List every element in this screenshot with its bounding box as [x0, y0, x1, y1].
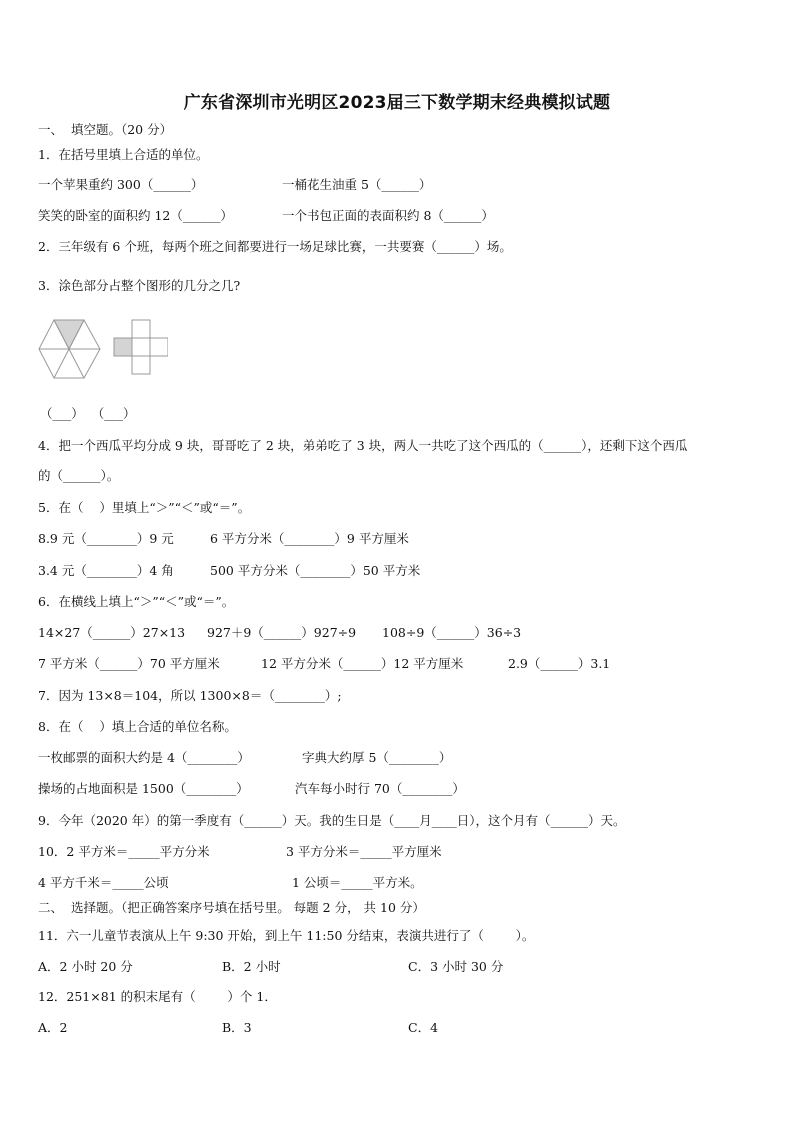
q2: 2．三年级有 6 个班，每两个班之间都要进行一场足球比赛，一共要赛（______）场。 — [38, 239, 512, 254]
q12-option-c: C．4 — [408, 1020, 439, 1035]
q8-a: 一枚邮票的面积大约是 4（________） — [38, 750, 250, 765]
section-2-heading: 二、 选择题。（把正确答案序号填在括号里。 每题 2 分， 共 10 分） — [38, 900, 425, 915]
q12-option-a: A．2 — [38, 1020, 68, 1035]
q10-b: 3 平方分米＝_____平方厘米 — [286, 844, 442, 859]
q1-c: 笑笑的卧室的面积约 12（______） — [38, 208, 233, 223]
q6-e: 12 平方分米（______）12 平方厘米 — [261, 656, 464, 671]
q11-option-b: B．2 小时 — [222, 959, 281, 974]
q8-c: 操场的占地面积是 1500（________） — [38, 781, 249, 796]
q6-b: 927＋9（______）927÷9 — [207, 625, 357, 640]
q10-d: 1 公顷＝_____平方米。 — [292, 875, 423, 890]
q3-stem: 3．涂色部分占整个图形的几分之几? — [38, 278, 241, 293]
q12-stem: 12．251×81 的积末尾有（ ）个 1． — [38, 989, 277, 1004]
q5-d: 500 平方分米（________）50 平方米 — [210, 563, 421, 578]
q3-answers: （___） （___） — [40, 406, 136, 421]
q4-line1: 4．把一个西瓜平均分成 9 块，哥哥吃了 2 块，弟弟吃了 3 块，两人一共吃了这个西瓜的（______），还剩下这个西瓜 — [38, 438, 688, 453]
q8-b: 字典大约厚 5（________） — [302, 750, 452, 765]
q11-option-a: A．2 小时 20 分 — [38, 959, 133, 974]
q5-stem: 5．在（ ）里填上“＞”“＜”或“＝”。 — [38, 500, 251, 515]
q6-a: 14×27（______）27×13 — [38, 625, 186, 640]
q3-figures — [38, 318, 168, 382]
q1-a: 一个苹果重约 300（______） — [38, 177, 204, 192]
q10-c: 4 平方千米＝_____公顷 — [38, 875, 169, 890]
q1-d: 一个书包正面的表面积约 8（______） — [282, 208, 494, 223]
q8-stem: 8．在（ ）填上合适的单位名称。 — [38, 719, 237, 734]
q1-b: 一桶花生油重 5（______） — [282, 177, 432, 192]
page-title: 广东省深圳市光明区2023届三下数学期末经典模拟试题 — [183, 93, 611, 113]
q1-stem: 1．在括号里填上合适的单位。 — [38, 147, 209, 162]
q11-stem: 11．六一儿童节表演从上午 9:30 开始，到上午 11:50 分结束，表演共进行了（ ）。 — [38, 928, 535, 943]
section-1-heading: 一、 填空题。（20 分） — [38, 122, 173, 137]
q5-b: 6 平方分米（________）9 平方厘米 — [210, 531, 409, 546]
q5-a: 8.9 元（________）9 元 — [38, 531, 174, 546]
q7: 7．因为 13×8＝104，所以 1300×8＝（________）; — [38, 688, 342, 703]
hexagon-figure — [39, 320, 100, 378]
q6-c: 108÷9（______）36÷3 — [382, 625, 522, 640]
cube-net-figure — [114, 320, 168, 374]
q5-c: 3.4 元（________）4 角 — [38, 563, 174, 578]
q6-stem: 6．在横线上填上“＞”“＜”或“＝”。 — [38, 594, 235, 609]
q4-line2: 的（______）。 — [38, 468, 120, 483]
q6-f: 2.9（______）3.1 — [508, 656, 611, 671]
q8-d: 汽车每小时行 70（________） — [295, 781, 465, 796]
q12-option-b: B．3 — [222, 1020, 252, 1035]
q10-a: 10．2 平方米＝_____平方分米 — [38, 844, 210, 859]
q11-option-c: C．3 小时 30 分 — [408, 959, 504, 974]
q9: 9．今年（2020 年）的第一季度有（______）天。我的生日是（____月____日），这个月有（______）天。 — [38, 813, 626, 828]
q6-d: 7 平方米（______）70 平方厘米 — [38, 656, 220, 671]
